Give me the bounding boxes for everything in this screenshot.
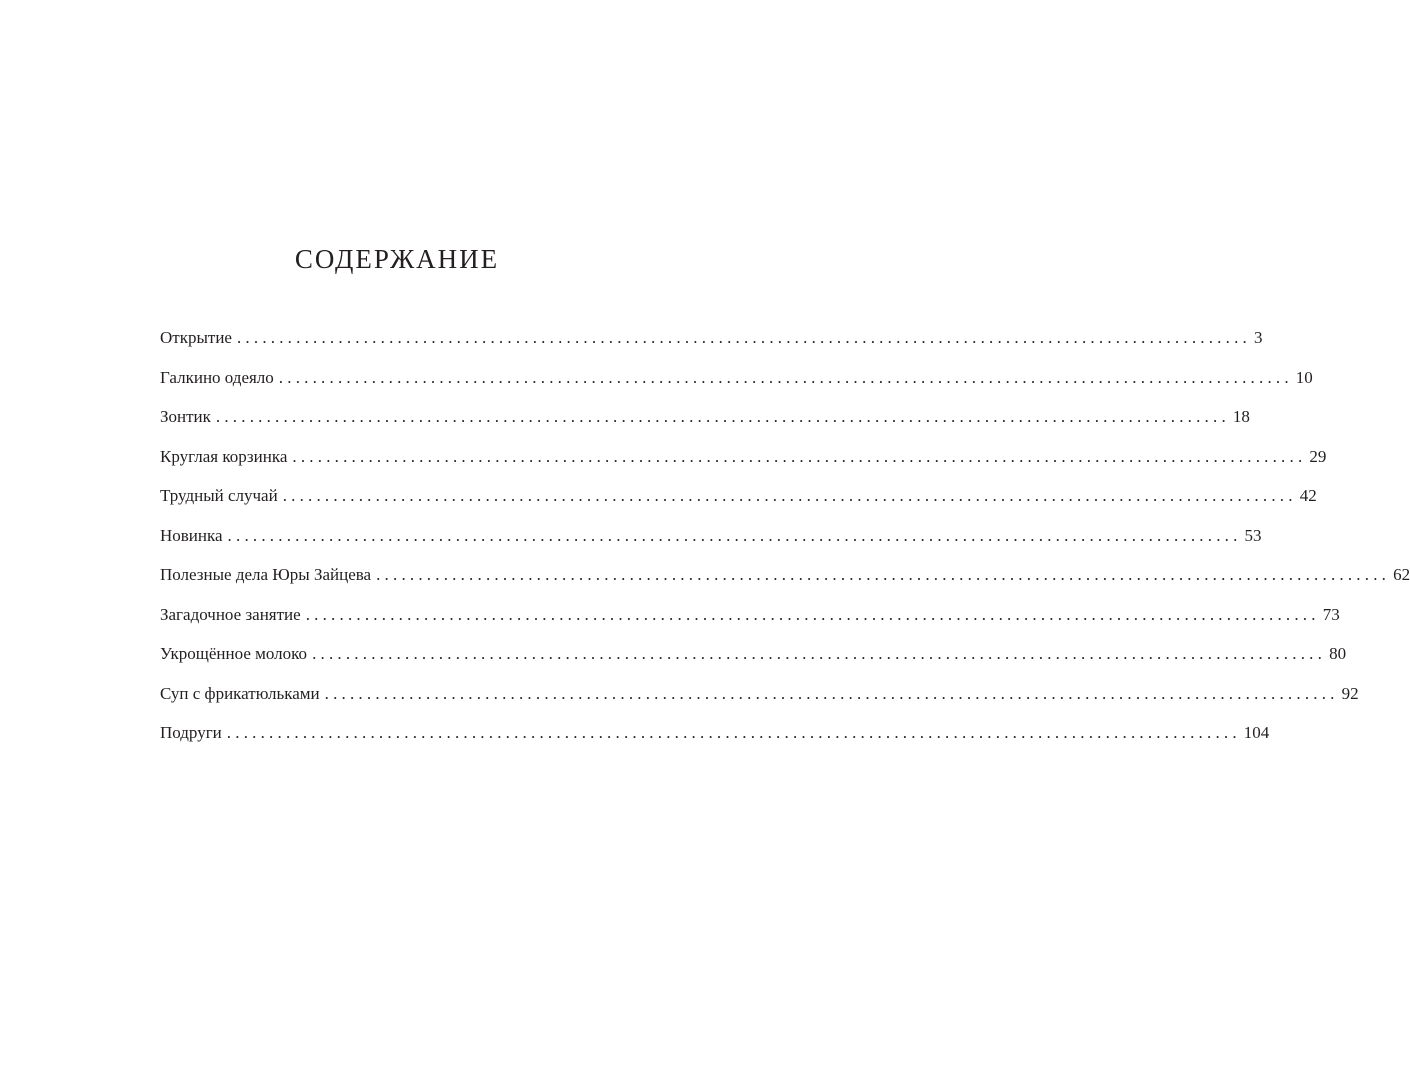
dot-leader: ........................................................................................................................ — [227, 525, 1242, 545]
toc-entry-page: 80 — [1329, 644, 1347, 663]
toc-entry-title: Трудный случай — [160, 486, 278, 505]
toc-entry-title: Подруги — [160, 723, 222, 742]
toc-entry — [160, 365, 1313, 405]
toc-entry-page: 62 — [1393, 565, 1410, 584]
dot-leader: ........................................................................................................................ — [312, 644, 1327, 663]
toc-entry-title: Новинка — [160, 525, 223, 545]
toc-entry-title: Укрощённое молоко — [160, 644, 308, 663]
dot-leader: ........................................................................................................................ — [236, 328, 1251, 347]
toc-entry — [160, 562, 1410, 602]
toc-entry-title: Открытие — [160, 328, 232, 347]
dot-leader: ........................................................................................................................ — [226, 723, 1241, 742]
toc-entry-page: 104 — [1243, 723, 1270, 742]
toc-entry — [160, 523, 1262, 563]
toc-entry — [160, 602, 1340, 642]
toc-entry-page: 10 — [1295, 367, 1313, 387]
toc-entry — [160, 641, 1347, 681]
toc-entry-page: 3 — [1253, 328, 1263, 347]
toc-entry-title: Загадочное занятие — [160, 604, 301, 624]
toc-entry-page: 53 — [1244, 525, 1262, 545]
toc-entry-title: Полезные дела Юры Зайцева — [160, 565, 372, 584]
dot-leader: ........................................................................................................................ — [215, 407, 1230, 426]
toc-entry-page: 73 — [1322, 604, 1340, 624]
dot-leader: ........................................................................................................................ — [282, 486, 1297, 505]
toc-entry — [160, 483, 1317, 523]
toc-entry — [160, 325, 1263, 365]
dot-leader: ........................................................................................................................ — [376, 565, 1391, 584]
toc-entry — [160, 404, 1250, 444]
toc-entry — [160, 681, 1359, 721]
dot-leader: ........................................................................................................................ — [278, 367, 1293, 387]
table-of-contents — [160, 325, 1410, 760]
dot-leader: ........................................................................................................................ — [305, 604, 1320, 624]
toc-entry — [160, 444, 1327, 484]
toc-entry-page: 29 — [1309, 446, 1327, 466]
dot-leader: ........................................................................................................................ — [324, 683, 1339, 703]
toc-entry — [160, 720, 1270, 760]
toc-entry-page: 42 — [1299, 486, 1317, 505]
toc-entry-title: Круглая корзинка — [160, 446, 288, 466]
toc-entry-page: 92 — [1341, 683, 1359, 703]
toc-entry-title: Галкино одеяло — [160, 367, 274, 387]
dot-leader: ........................................................................................................................ — [292, 446, 1307, 466]
page-title: СОДЕРЖАНИЕ — [294, 244, 500, 274]
toc-entry-page: 18 — [1232, 407, 1250, 426]
toc-entry-title: Зонтик — [160, 407, 211, 426]
toc-entry-title: Суп с фрикатюльками — [160, 683, 320, 703]
